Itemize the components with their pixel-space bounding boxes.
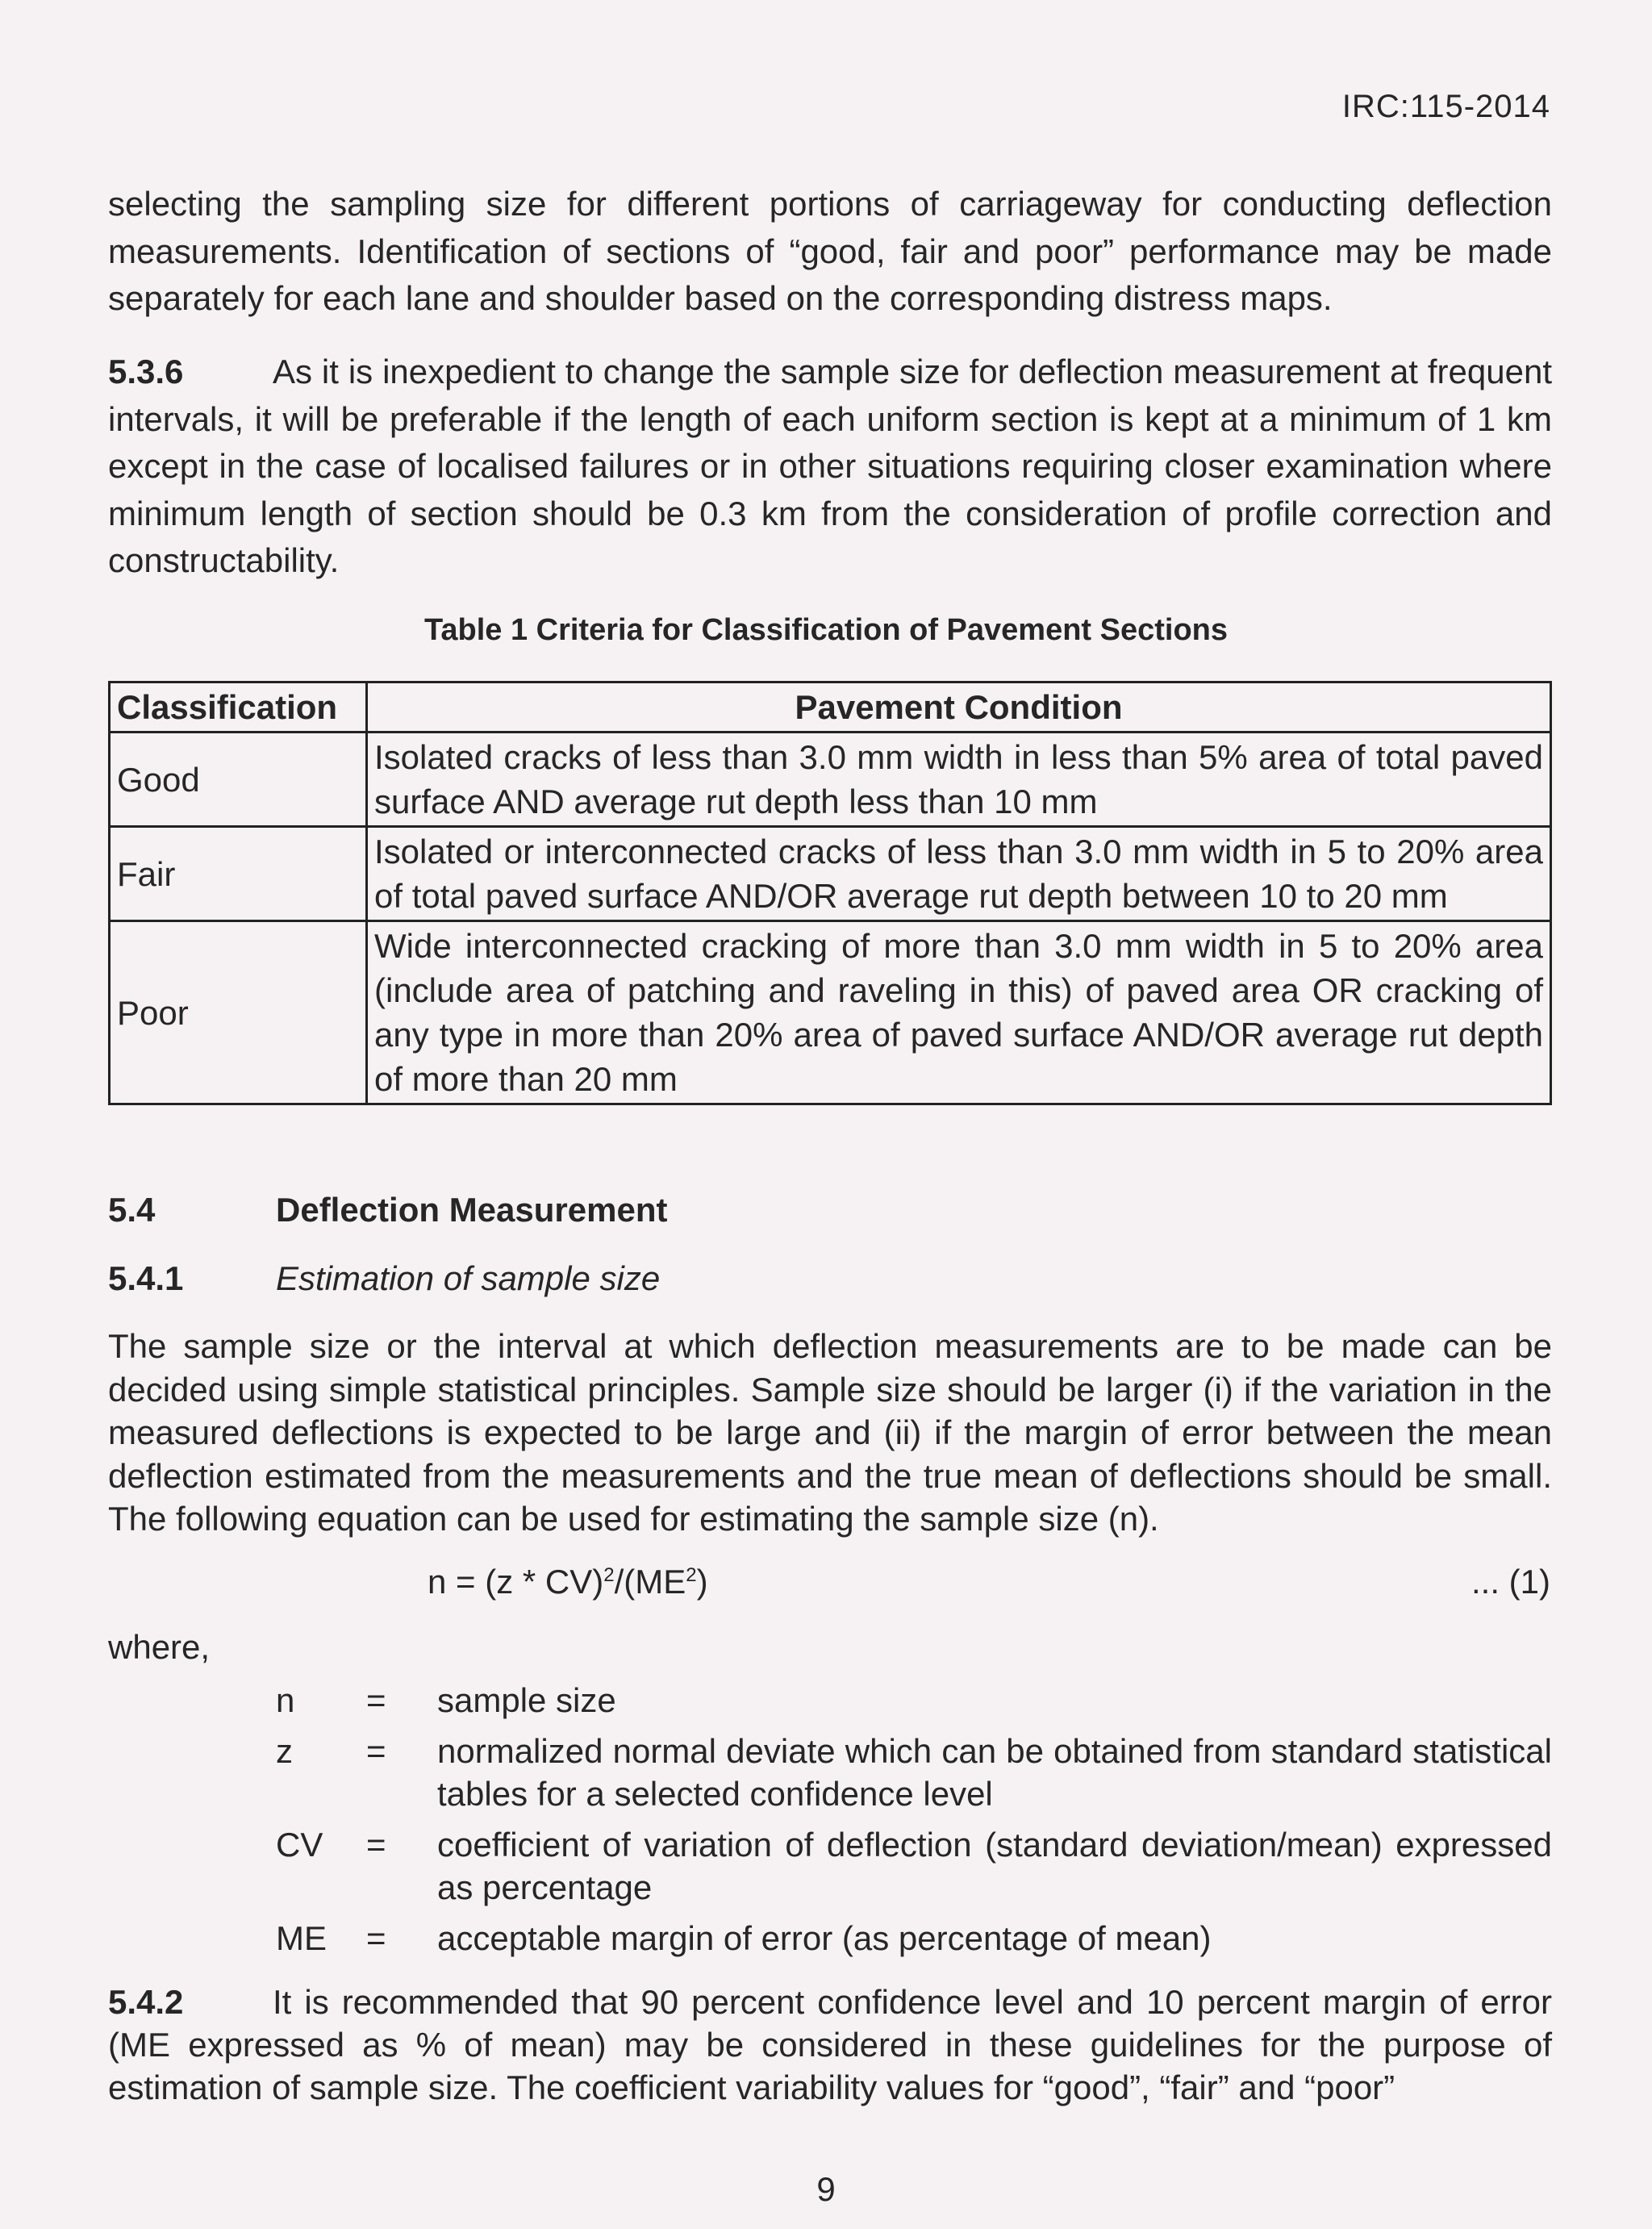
- definition-equals: =: [366, 1732, 386, 1770]
- definitions-list: [266, 1679, 1552, 1968]
- section-number: 5.4: [108, 1191, 156, 1229]
- definition-item: [266, 1679, 1552, 1722]
- definition-symbol: n: [276, 1681, 295, 1719]
- definition-equals: =: [366, 1681, 386, 1719]
- section-number: 5.4.1: [108, 1259, 184, 1297]
- column-header-condition: Pavement Condition: [367, 682, 1551, 733]
- equation-part: ): [696, 1563, 708, 1601]
- classification-table: [108, 681, 1552, 1105]
- definition-text: normalized normal deviate which can be obtained from standard statistical tables for a selected confidence level: [437, 1732, 1552, 1813]
- condition-cell: Wide interconnected cracking of more than 3.0 mm width in 5 to 20% area (include area of patching and raveling in this) of paved area OR cracking of any type in more than 20% area of paved surface AND/OR average rut depth of more than 20 mm: [367, 921, 1551, 1104]
- column-header-classification: Classification: [110, 682, 367, 733]
- section-5-4-2: [108, 1981, 1552, 2109]
- section-5-3-6: [108, 349, 1552, 585]
- section-5-4-1-heading: [108, 1259, 660, 1298]
- equation-reference: ... (1): [1471, 1563, 1550, 1601]
- definition-text: acceptable margin of error (as percentage of mean): [437, 1919, 1212, 1957]
- section-number: 5.4.2: [108, 1983, 184, 2021]
- section-title: Estimation of sample size: [276, 1259, 661, 1297]
- definition-text: sample size: [437, 1681, 616, 1719]
- definition-item: [266, 1917, 1552, 1960]
- section-text: As it is inexpedient to change the sample size for deflection measurement at frequent intervals, it will be preferable if the length of each uniform section is kept at a minimum of 1 km except in the case of localised failures or in other situations requiring closer examination where minimum length of section should be 0.3 km from the consideration of profile correction and constructability.: [108, 353, 1552, 579]
- intro-paragraph: selecting the sampling size for different portions of carriageway for conducting deflection measurements. Identification of sections of “good, fair and poor” performance may be made separately for each lane and shoulder based on the corresponding distress maps.: [108, 185, 1552, 317]
- definition-equals: =: [366, 1826, 386, 1864]
- section-5-4-1-body: [108, 1325, 1552, 1541]
- definition-item: [266, 1823, 1552, 1909]
- section-text: It is recommended that 90 percent confidence level and 10 percent margin of error (ME expressed as % of mean) may be considered in these guidelines for the purpose of estimation of sample size. The coefficient variability values for “good”, “fair” and “poor”: [108, 1983, 1552, 2106]
- equation-part: /(ME: [614, 1563, 686, 1601]
- section-5-4-heading: [108, 1191, 667, 1229]
- section-5-4-2-paragraph: [108, 1981, 1552, 2109]
- table-caption: Table 1 Criteria for Classification of Pavement Sections: [423, 613, 1229, 647]
- page-number: 9: [816, 2170, 836, 2208]
- definition-symbol: ME: [276, 1919, 327, 1957]
- definition-text: coefficient of variation of deflection (standard deviation/mean) expressed as percentage: [437, 1826, 1552, 1906]
- definition-item: [266, 1730, 1552, 1815]
- section-5-3-6-paragraph: [108, 349, 1552, 585]
- condition-cell: Isolated or interconnected cracks of less than 3.0 mm width in 5 to 20% area of total paved surface AND/OR average rut depth between 10 to 20 mm: [367, 827, 1551, 921]
- document-code: IRC:115-2014: [1341, 89, 1550, 124]
- section-number: 5.3.6: [108, 353, 184, 390]
- section-title: Deflection Measurement: [276, 1191, 668, 1229]
- table-row: [110, 827, 1551, 921]
- sample-size-paragraph: The sample size or the interval at which deflection measurements are to be made can be decided using simple statistical principles. Sample size should be larger (i) if the variation in the measured deflections is expected to be large and (ii) if the margin of error between the mean deflection estimated from the measurements and the true mean of deflections should be small. The following equation can be used for estimating the sample size (n).: [108, 1327, 1552, 1538]
- classification-cell: Fair: [110, 827, 367, 921]
- equation-superscript: 2: [603, 1564, 615, 1586]
- definition-symbol: CV: [276, 1826, 323, 1864]
- equation-superscript: 2: [686, 1564, 697, 1586]
- table-row: [110, 733, 1551, 827]
- definition-symbol: z: [276, 1732, 293, 1770]
- classification-cell: Good: [110, 733, 367, 827]
- classification-cell: Poor: [110, 921, 367, 1104]
- where-label: where,: [108, 1628, 211, 1666]
- table-row: [110, 921, 1551, 1104]
- equation-part: n = (z * CV): [428, 1563, 604, 1601]
- intro-paragraph-block: [108, 181, 1552, 323]
- table-header-row: [110, 682, 1551, 733]
- condition-cell: Isolated cracks of less than 3.0 mm width in less than 5% area of total paved surface AND average rut depth less than 10 mm: [367, 733, 1551, 827]
- definition-equals: =: [366, 1919, 386, 1957]
- sample-size-equation: [428, 1563, 708, 1601]
